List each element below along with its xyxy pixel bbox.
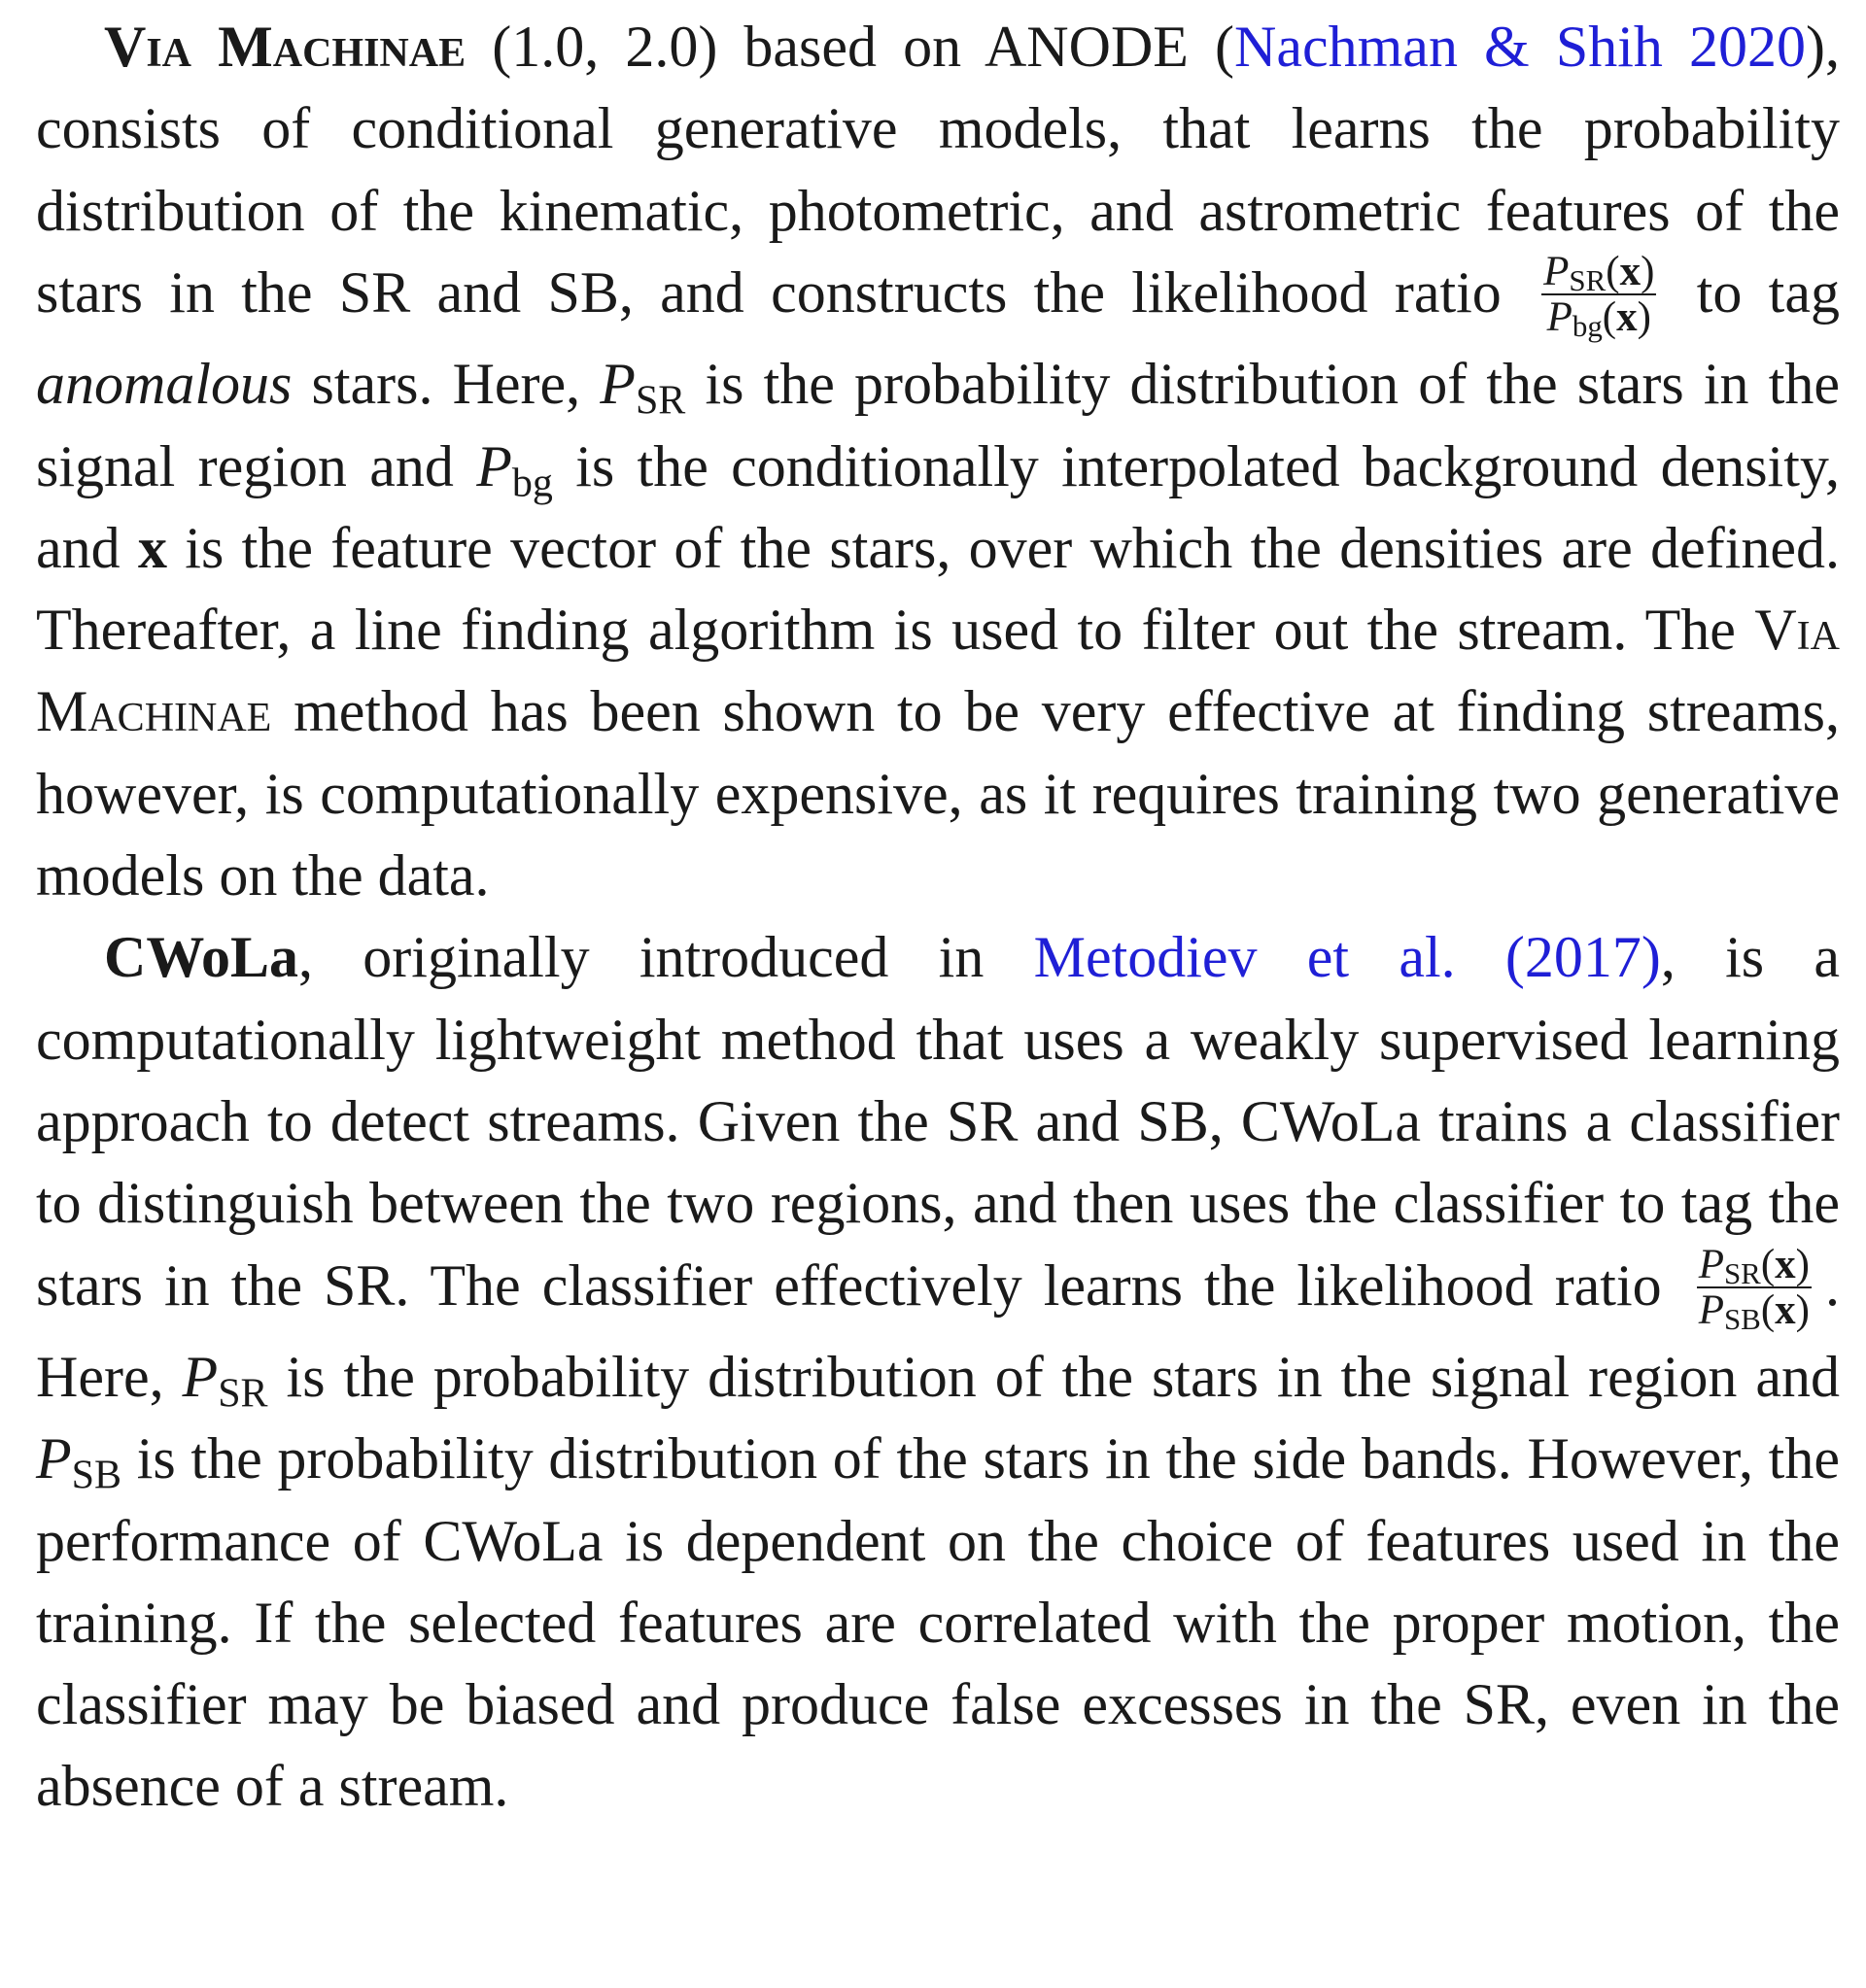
paren: ( — [1606, 248, 1620, 294]
paren: ( — [1760, 1241, 1776, 1287]
feature-vector-symbol: x — [1616, 294, 1638, 341]
method-name-cwola: CWoLa — [104, 925, 299, 990]
paren: ) — [1637, 294, 1651, 341]
paragraph-via-machinae — [36, 6, 1840, 916]
prob-subscript: SR — [218, 1371, 268, 1417]
text-span: stars. Here, — [292, 352, 601, 417]
text-span: is the conditionally interpolated background density, and — [36, 433, 1840, 580]
prob-subscript: SR — [1723, 1255, 1761, 1290]
prob-subscript: bg — [511, 461, 553, 506]
text-span: , is a computationally lightweight method that uses a weakly supervised learning approach to detect streams. Given the SR and SB, CWoLa trains a classifier to distinguish between the two regions, and then uses the classifier to tag the stars in the SR. The classifier effectively learns the likelihood ratio — [36, 925, 1841, 1318]
text-span: , originally introduced in — [298, 925, 1034, 990]
method-name-via-machinae: Via Machinae — [36, 598, 1840, 744]
citation-link-metodiev[interactable]: Metodiev et al. (2017) — [1033, 925, 1661, 990]
prob-symbol: P — [182, 1344, 219, 1409]
prob-symbol: P — [1546, 294, 1572, 341]
text-span: is the probability distribution of the stars in the signal region and — [36, 352, 1840, 498]
prob-subscript: SB — [71, 1453, 122, 1498]
fraction-numerator — [1697, 1243, 1812, 1288]
fraction-denominator — [1697, 1286, 1812, 1336]
method-name-via-machinae: Via Machinae — [104, 15, 466, 79]
prob-symbol: P — [1543, 248, 1570, 294]
prob-symbol: P — [1698, 1286, 1724, 1333]
text-span: method has been shown to be very effective at finding streams, however, is computationally expensive, as it requires training two generative models on the data. — [36, 679, 1840, 908]
feature-vector-symbol: x — [1775, 1241, 1796, 1287]
text-span: is the probability distribution of the stars in the signal region and — [267, 1344, 1840, 1409]
text-span: . Here, — [36, 1252, 1840, 1409]
prob-subscript: SR — [635, 378, 686, 424]
prob-symbol: P — [36, 1426, 72, 1491]
likelihood-ratio-fraction — [1541, 248, 1656, 344]
paren: ) — [1795, 1286, 1810, 1333]
feature-vector-symbol: x — [1775, 1286, 1796, 1333]
fraction-numerator — [1541, 248, 1656, 298]
text-span: is the probability distribution of the stars in the side bands. However, the performance of CWoLa is dependent on the choice of features used in the training. If the selected features are correlated with the proper motion, the classifier may be biased and produce false excesses in the SR, even in the absence of a stream. — [36, 1426, 1840, 1819]
prob-symbol: P — [600, 352, 636, 417]
prob-subscript: SR — [1569, 263, 1607, 298]
text-span: is the feature vector of the stars, over which the densities are defined. Thereafter, a line finding algorithm is used to filter out the stream. The — [36, 515, 1840, 663]
paragraph-cwola — [36, 916, 1840, 1827]
feature-vector-symbol: x — [137, 515, 167, 580]
prob-subscript: SB — [1723, 1301, 1761, 1336]
text-span: ), consists of conditional generative models, that learns the probability distribution of the kinematic, photometric, and astrometric features of the stars in the SR and SB, and constructs the likelihood ratio — [36, 15, 1840, 325]
feature-vector-symbol: x — [1619, 248, 1641, 294]
prob-symbol: P — [476, 433, 512, 498]
paren: ( — [1760, 1286, 1776, 1333]
prob-symbol: P — [1698, 1241, 1724, 1287]
emphasis-anomalous: anomalous — [36, 352, 293, 417]
paren: ) — [1795, 1241, 1810, 1287]
fraction-denominator — [1541, 294, 1656, 344]
citation-link-nachman-shih[interactable]: Nachman & Shih 2020 — [1234, 15, 1807, 79]
likelihood-ratio-fraction — [1697, 1241, 1812, 1336]
paren: ( — [1602, 294, 1617, 341]
paren: ) — [1641, 248, 1655, 294]
text-span: (1.0, 2.0) based on ANODE ( — [466, 15, 1235, 79]
text-span: to tag — [1670, 259, 1840, 325]
prob-subscript: bg — [1572, 309, 1603, 344]
